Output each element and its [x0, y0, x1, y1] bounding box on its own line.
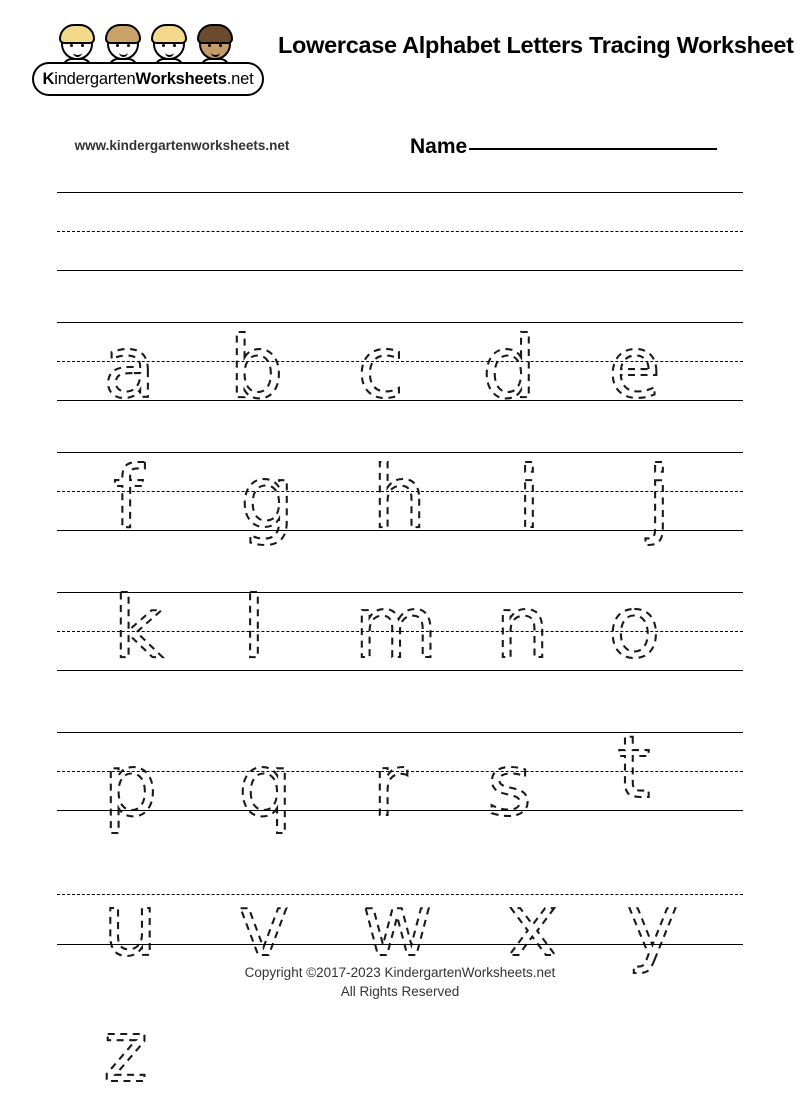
svg-text:g: g	[240, 448, 295, 548]
svg-text:t: t	[617, 718, 651, 818]
svg-text:m: m	[354, 578, 438, 678]
svg-text:p: p	[103, 736, 158, 836]
svg-text:r: r	[372, 736, 408, 836]
site-url[interactable]: www.kindergartenworksheets.net	[74, 138, 290, 153]
svg-text:f: f	[113, 448, 144, 548]
tracing-row-1	[57, 192, 743, 418]
tracing-row-4	[57, 592, 743, 836]
svg-text:i: i	[517, 448, 541, 548]
logo-wordmark-indergarten: indergarten	[54, 70, 136, 88]
svg-text:l: l	[242, 578, 266, 678]
rights-text: All Rights Reserved	[340, 984, 460, 999]
svg-text:j: j	[647, 448, 671, 548]
svg-text:s: s	[487, 736, 532, 836]
svg-text:y: y	[627, 876, 678, 976]
svg-text:k: k	[113, 578, 163, 678]
svg-text:w: w	[362, 876, 433, 976]
name-label: Name	[410, 135, 468, 158]
logo-wordmark-tld: .net	[226, 70, 254, 88]
tracing-letters	[57, 452, 743, 678]
svg-text:e: e	[608, 318, 661, 418]
tracing-row-2	[57, 322, 743, 548]
tracing-letters	[57, 592, 743, 836]
svg-text:n: n	[495, 578, 550, 678]
tracing-letters	[57, 322, 743, 548]
tracing-letters	[57, 192, 743, 418]
svg-text:o: o	[608, 578, 661, 678]
svg-text:d: d	[482, 318, 537, 418]
svg-text:a: a	[103, 318, 156, 418]
copyright-text: Copyright ©2017-2023 KindergartenWorksheets.net	[244, 965, 556, 980]
svg-text:x: x	[507, 876, 558, 976]
page-footer	[0, 963, 800, 1001]
svg-text:z: z	[103, 1002, 149, 1102]
svg-text:q: q	[238, 736, 293, 836]
svg-text:h: h	[372, 448, 427, 548]
page-title: Lowercase Alphabet Letters Tracing Worksheet	[278, 32, 794, 58]
svg-text:u: u	[103, 876, 158, 976]
tracing-row-3	[57, 452, 743, 678]
svg-text:c: c	[357, 318, 405, 418]
svg-text:v: v	[238, 876, 289, 976]
svg-text:b: b	[229, 318, 284, 418]
logo-wordmark-worksheets: Worksheets	[135, 70, 227, 88]
logo-wordmark-k: K	[42, 70, 55, 88]
